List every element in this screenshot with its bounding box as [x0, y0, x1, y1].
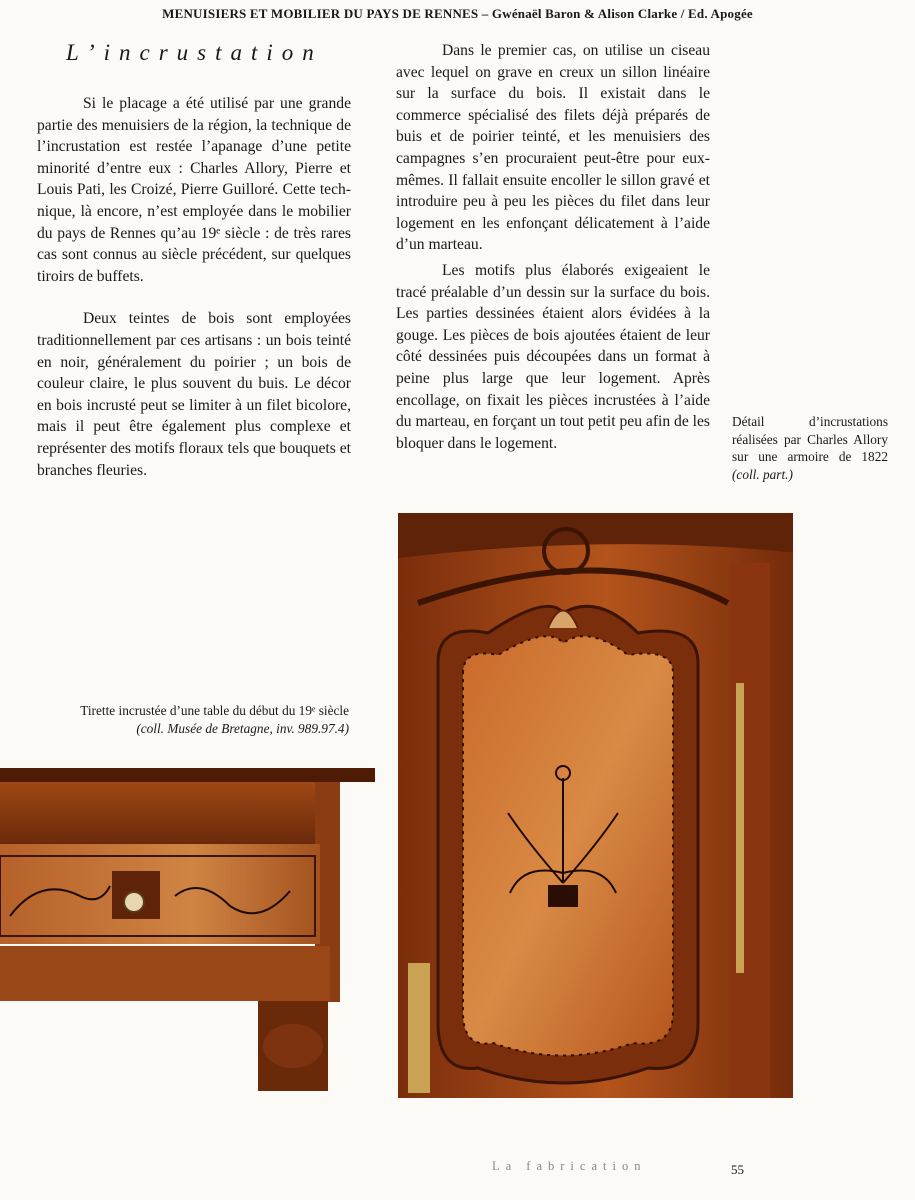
table-caption-credit: (coll. Musée de Bretagne, inv. 989.97.4)	[136, 720, 349, 736]
right-paragraph-1: Dans le premier cas, on utilise un ciseau avec lequel on grave en creux un sillon linéaire sur la surface du bois. Il existait dans le commerce spécialisé des filets déjà préparés de buis et de poirier teinté, et les menuisiers des campagnes s’en procuraient peut-être pour eux-mêmes. Il fallait ensuite encoller le sillon gravé et introduire peu à peu les pièces du filet dans leur logement en les enfonçant délicatement à l’aide d’un marteau.	[396, 42, 710, 254]
table-photo	[0, 766, 377, 1091]
armoire-caption	[732, 413, 888, 483]
table-caption-line1: Tirette incrustée d’une table du début du 19ᵉ siècle	[80, 703, 349, 718]
armoire-photo	[398, 513, 814, 1098]
left-column	[37, 93, 351, 481]
armoire-caption-text: Détail d’incrustations réalisées par Charles Allory sur une armoire de 1822	[732, 414, 888, 465]
left-paragraph-1: Si le placage a été utilisé par une grande partie des menuisiers de la région, la technique de l’incrustation est restée l’apanage d’une petite minorité d’entre eux : Charles Allory, Pierre et Louis Pati, les Croizé, Pierre Guilloré. Cette technique, là encore, n’est employée dans le mobilier du pays de Rennes qu’au 19ᵉ siècle : de très rares cas sont connus au siècle précédent, sur quelques tiroirs de buffets.	[37, 95, 351, 285]
page-number: 55	[731, 1162, 744, 1177]
running-header: MENUISIERS ET MOBILIER DU PAYS DE RENNES – Gwénaël Baron & Alison Clarke / Ed. Apogée	[162, 6, 753, 21]
section-title: L’incrustation	[66, 40, 323, 65]
right-paragraph-2: Les motifs plus élaborés exigeaient le tracé préalable d’un dessin sur la surface du bois. Les parties dessinées étaient alors évidées à la gouge. Les pièces de bois ajoutées étaient de leur côté dessinées puis découpées dans un format à peine plus large que leur logement. Après encollage, on fixait les pièces incrustées à l’aide du marteau, en forçant un tout petit peu afin de les bloquer dans le logement.	[396, 261, 710, 452]
table-caption	[37, 702, 349, 737]
footer-section-label: La fabrication	[492, 1159, 647, 1173]
left-paragraph-2: Deux teintes de bois sont employées traditionnellement par ces artisans : un bois teinté en noir, généralement du poirier ; un bois de couleur claire, le plus souvent du buis. Le décor en bois incrusté peut se limiter à un filet bicolore, mais il peut être également plus complexe et représenter des motifs floraux tels que bouquets et branches fleuries.	[37, 310, 351, 479]
right-column	[396, 40, 710, 454]
armoire-caption-credit: (coll. part.)	[732, 466, 793, 482]
